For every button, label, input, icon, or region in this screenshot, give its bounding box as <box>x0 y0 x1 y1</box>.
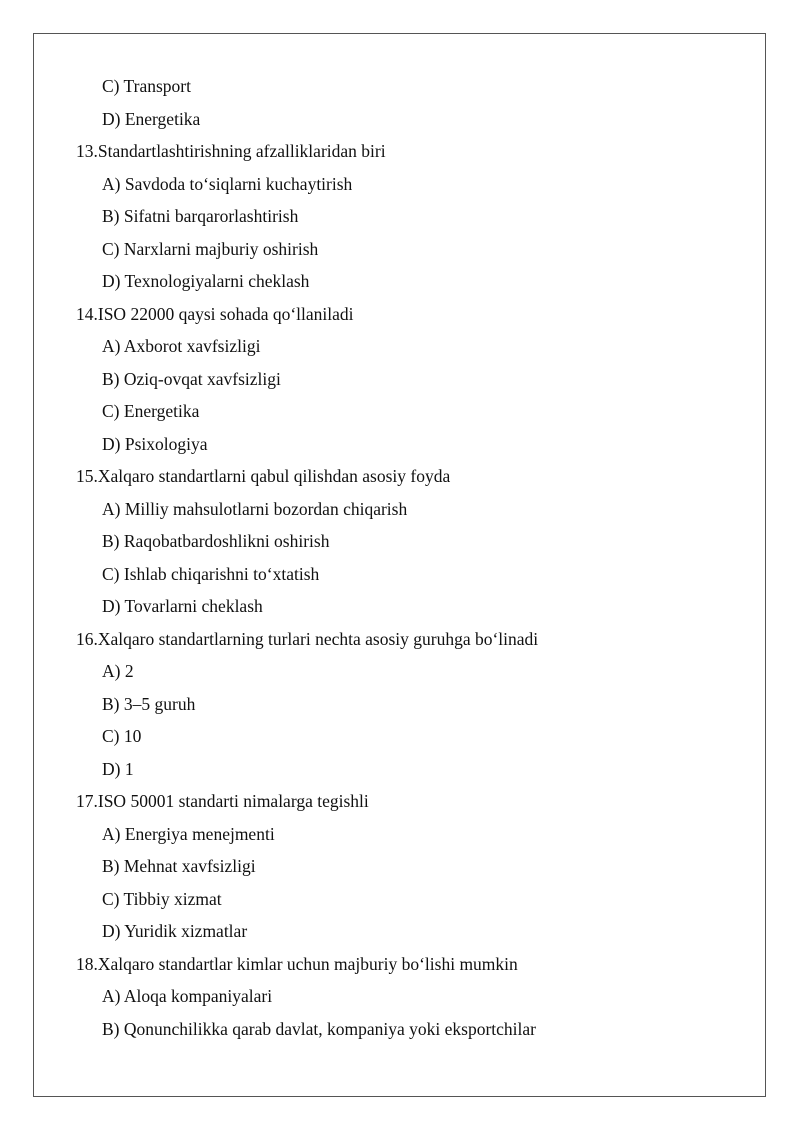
option-line: C) Ishlab chiqarishni to‘xtatish <box>102 563 320 584</box>
option-line: B) Qonunchilikka qarab davlat, kompaniya yoki eksportchilar <box>102 1018 536 1039</box>
option-line: C) Transport <box>102 76 191 96</box>
question-line: 15.Xalqaro standartlarni qabul qilishdan asosiy foyda <box>76 466 451 486</box>
question-line: 18.Xalqaro standartlar kimlar uchun majburiy bo‘lishi mumkin <box>76 953 518 974</box>
option-line: D) Energetika <box>102 108 201 129</box>
option-line: D) Yuridik xizmatlar <box>102 921 248 941</box>
question-line: 16.Xalqaro standartlarning turlari nechta asosiy guruhga bo‘linadi <box>76 628 539 649</box>
option-line: D) 1 <box>102 758 134 779</box>
option-line: B) Sifatni barqarorlashtirish <box>102 206 299 226</box>
option-line: A) Energiya menejmenti <box>102 823 275 844</box>
option-line: A) Savdoda to‘siqlarni kuchaytirish <box>102 173 353 194</box>
document-content <box>0 70 800 1045</box>
option-line: B) Mehnat xavfsizligi <box>102 856 256 876</box>
option-line: A) Axborot xavfsizligi <box>102 336 261 356</box>
option-line: B) 3–5 guruh <box>102 693 196 714</box>
option-line: C) Energetika <box>102 401 200 421</box>
option-line: C) Narxlarni majburiy oshirish <box>102 238 319 259</box>
question-line: 17.ISO 50001 standarti nimalarga tegishli <box>76 791 369 811</box>
option-line: A) 2 <box>102 661 134 681</box>
option-line: B) Raqobatbardoshlikni oshirish <box>102 531 330 551</box>
option-line: D) Tovarlarni cheklash <box>102 596 263 616</box>
option-line: D) Texnologiyalarni cheklash <box>102 271 310 291</box>
option-line: B) Oziq-ovqat xavfsizligi <box>102 368 281 389</box>
option-line: D) Psixologiya <box>102 433 208 454</box>
option-line: C) 10 <box>102 726 142 746</box>
option-line: C) Tibbiy xizmat <box>102 888 222 909</box>
option-line: A) Aloqa kompaniyalari <box>102 986 273 1006</box>
option-line: A) Milliy mahsulotlarni bozordan chiqarish <box>102 498 408 519</box>
question-line: 14.ISO 22000 qaysi sohada qo‘llaniladi <box>76 303 354 324</box>
question-line: 13.Standartlashtirishning afzalliklaridan biri <box>76 141 386 161</box>
